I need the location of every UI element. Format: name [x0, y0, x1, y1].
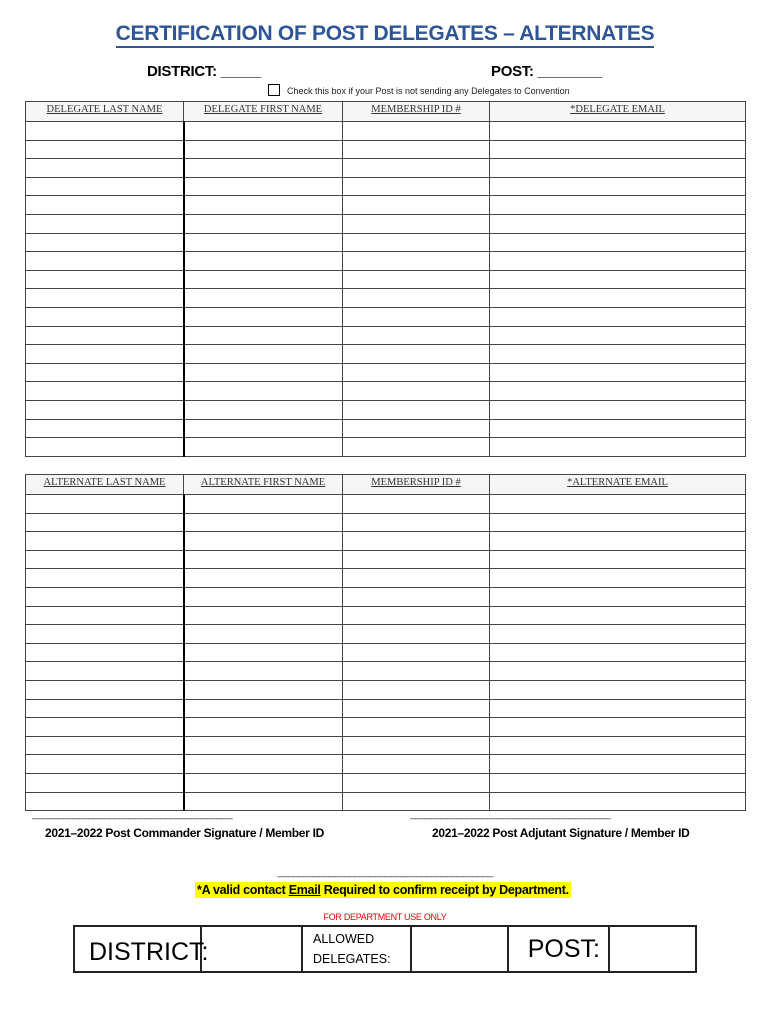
delegate-first-name-cell[interactable] — [184, 214, 343, 233]
delegate-email-cell[interactable] — [490, 214, 746, 233]
alternate-email-cell[interactable] — [490, 643, 746, 662]
alternate-email-cell[interactable] — [490, 587, 746, 606]
alternate-email-cell[interactable] — [490, 532, 746, 551]
delegate-email-cell[interactable] — [490, 140, 746, 159]
alternate-email-cell[interactable] — [490, 755, 746, 774]
column-header: *ALTERNATE EMAIL — [490, 475, 746, 495]
alternate-first-name-cell[interactable] — [184, 569, 343, 588]
delegate-membership-id-cell[interactable] — [343, 233, 490, 252]
delegate-email-cell[interactable] — [490, 233, 746, 252]
alternate-row — [26, 699, 746, 718]
delegate-email-cell[interactable] — [490, 177, 746, 196]
alternates-table — [25, 474, 746, 811]
delegate-last-name-cell[interactable] — [26, 252, 184, 271]
delegate-row — [26, 289, 746, 308]
no-delegates-checkbox-label: Check this box if your Post is not sending any Delegates to Convention — [287, 86, 570, 96]
alternate-membership-id-cell[interactable] — [343, 606, 490, 625]
delegate-email-cell[interactable] — [490, 122, 746, 141]
alternate-row — [26, 587, 746, 606]
page-title: CERTIFICATION OF POST DELEGATES – ALTERNATES — [0, 22, 770, 46]
alternate-last-name-cell[interactable] — [26, 625, 184, 644]
alternate-row — [26, 662, 746, 681]
delegate-membership-id-cell[interactable] — [343, 363, 490, 382]
delegate-last-name-cell[interactable] — [26, 196, 184, 215]
delegate-first-name-cell[interactable] — [184, 270, 343, 289]
alternate-row — [26, 643, 746, 662]
delegate-row — [26, 307, 746, 326]
delegate-membership-id-cell[interactable] — [343, 252, 490, 271]
alternate-membership-id-cell[interactable] — [343, 495, 490, 514]
alternate-last-name-cell[interactable] — [26, 773, 184, 792]
delegate-membership-id-cell[interactable] — [343, 196, 490, 215]
alternate-last-name-cell[interactable] — [26, 513, 184, 532]
alternate-last-name-cell[interactable] — [26, 736, 184, 755]
delegate-membership-id-cell[interactable] — [343, 419, 490, 438]
alternate-first-name-cell[interactable] — [184, 606, 343, 625]
alternate-last-name-cell[interactable] — [26, 699, 184, 718]
delegate-email-cell[interactable] — [490, 289, 746, 308]
alternate-last-name-cell[interactable] — [26, 587, 184, 606]
column-header: MEMBERSHIP ID # — [343, 475, 490, 495]
commander-signature-line[interactable]: _______________________________________ — [32, 808, 232, 820]
delegate-email-cell[interactable] — [490, 326, 746, 345]
delegate-membership-id-cell[interactable] — [343, 177, 490, 196]
alternate-last-name-cell[interactable] — [26, 718, 184, 737]
delegate-last-name-cell[interactable] — [26, 177, 184, 196]
alternate-row — [26, 569, 746, 588]
delegate-last-name-cell[interactable] — [26, 419, 184, 438]
delegate-row — [26, 400, 746, 419]
alternate-row — [26, 736, 746, 755]
alternate-row — [26, 755, 746, 774]
delegate-first-name-cell[interactable] — [184, 122, 343, 141]
alternate-row — [26, 625, 746, 644]
alternate-row — [26, 513, 746, 532]
delegate-email-cell[interactable] — [490, 345, 746, 364]
delegate-row — [26, 382, 746, 401]
delegate-first-name-cell[interactable] — [184, 326, 343, 345]
alternate-row — [26, 606, 746, 625]
delegate-membership-id-cell[interactable] — [343, 307, 490, 326]
delegate-row — [26, 159, 746, 178]
delegate-first-name-cell[interactable] — [184, 363, 343, 382]
delegate-last-name-cell[interactable] — [26, 214, 184, 233]
delegate-row — [26, 363, 746, 382]
delegate-membership-id-cell[interactable] — [343, 400, 490, 419]
alternate-last-name-cell[interactable] — [26, 680, 184, 699]
alternate-email-cell[interactable] — [490, 680, 746, 699]
delegate-last-name-cell[interactable] — [26, 159, 184, 178]
alternate-last-name-cell[interactable] — [26, 643, 184, 662]
department-district-label: DISTRICT: — [74, 926, 201, 972]
alternate-email-cell[interactable] — [490, 606, 746, 625]
delegate-last-name-cell[interactable] — [26, 326, 184, 345]
adjutant-signature-label: 2021–2022 Post Adjutant Signature / Member ID — [432, 826, 690, 840]
alternate-email-cell[interactable] — [490, 699, 746, 718]
department-post-value[interactable] — [609, 926, 696, 972]
delegate-row — [26, 214, 746, 233]
alternate-last-name-cell[interactable] — [26, 755, 184, 774]
alternate-first-name-cell[interactable] — [184, 550, 343, 569]
delegate-last-name-cell[interactable] — [26, 400, 184, 419]
alternate-membership-id-cell[interactable] — [343, 699, 490, 718]
delegate-last-name-cell[interactable] — [26, 382, 184, 401]
column-header: DELEGATE FIRST NAME — [184, 102, 343, 122]
delegate-first-name-cell[interactable] — [184, 307, 343, 326]
delegate-email-cell[interactable] — [490, 252, 746, 271]
alternate-first-name-cell[interactable] — [184, 532, 343, 551]
alternate-email-cell[interactable] — [490, 718, 746, 737]
delegate-row — [26, 252, 746, 271]
alternate-membership-id-cell[interactable] — [343, 773, 490, 792]
alternate-membership-id-cell[interactable] — [343, 569, 490, 588]
alternate-first-name-cell[interactable] — [184, 755, 343, 774]
delegate-row — [26, 233, 746, 252]
delegate-last-name-cell[interactable] — [26, 122, 184, 141]
delegate-email-cell[interactable] — [490, 400, 746, 419]
delegate-membership-id-cell[interactable] — [343, 140, 490, 159]
delegate-first-name-cell[interactable] — [184, 196, 343, 215]
alternate-first-name-cell[interactable] — [184, 773, 343, 792]
department-post-label: POST: — [508, 926, 609, 972]
email-required-note: *A valid contact Email Required to confirm receipt by Department. — [197, 883, 569, 897]
alternate-email-cell[interactable] — [490, 625, 746, 644]
alternate-membership-id-cell[interactable] — [343, 643, 490, 662]
column-header: DELEGATE LAST NAME — [26, 102, 184, 122]
delegate-membership-id-cell[interactable] — [343, 326, 490, 345]
delegate-email-cell[interactable] — [490, 419, 746, 438]
alternate-row — [26, 680, 746, 699]
alternate-first-name-cell[interactable] — [184, 587, 343, 606]
delegate-row — [26, 438, 746, 457]
alternate-last-name-cell[interactable] — [26, 532, 184, 551]
alternate-email-cell[interactable] — [490, 495, 746, 514]
alternate-row — [26, 718, 746, 737]
delegate-first-name-cell[interactable] — [184, 382, 343, 401]
delegates-table — [25, 101, 746, 457]
delegate-row — [26, 270, 746, 289]
delegate-row — [26, 140, 746, 159]
delegate-row — [26, 419, 746, 438]
alternate-email-cell[interactable] — [490, 513, 746, 532]
alternate-row — [26, 550, 746, 569]
district-field-label: DISTRICT: _____ — [147, 63, 261, 80]
alternate-membership-id-cell[interactable] — [343, 736, 490, 755]
delegate-email-cell[interactable] — [490, 196, 746, 215]
alternate-membership-id-cell[interactable] — [343, 625, 490, 644]
column-header: *DELEGATE EMAIL — [490, 102, 746, 122]
delegate-first-name-cell[interactable] — [184, 400, 343, 419]
alternate-membership-id-cell[interactable] — [343, 718, 490, 737]
commander-signature-label: 2021–2022 Post Commander Signature / Member ID — [45, 826, 324, 840]
alternate-membership-id-cell[interactable] — [343, 755, 490, 774]
alternate-membership-id-cell[interactable] — [343, 680, 490, 699]
alternate-first-name-cell[interactable] — [184, 495, 343, 514]
alternate-membership-id-cell[interactable] — [343, 587, 490, 606]
alternate-membership-id-cell[interactable] — [343, 662, 490, 681]
alternate-first-name-cell[interactable] — [184, 718, 343, 737]
department-district-value[interactable] — [201, 926, 302, 972]
alternate-first-name-cell[interactable] — [184, 513, 343, 532]
delegate-first-name-cell[interactable] — [184, 159, 343, 178]
delegate-first-name-cell[interactable] — [184, 140, 343, 159]
department-allowed-delegates-label — [302, 926, 411, 972]
delegate-email-cell[interactable] — [490, 438, 746, 457]
delegate-membership-id-cell[interactable] — [343, 214, 490, 233]
delegate-first-name-cell[interactable] — [184, 289, 343, 308]
delegate-email-cell[interactable] — [490, 382, 746, 401]
alternate-row — [26, 495, 746, 514]
delegate-last-name-cell[interactable] — [26, 363, 184, 382]
delegate-row — [26, 177, 746, 196]
alternate-membership-id-cell[interactable] — [343, 513, 490, 532]
delegate-first-name-cell[interactable] — [184, 252, 343, 271]
delegate-last-name-cell[interactable] — [26, 307, 184, 326]
column-header: ALTERNATE FIRST NAME — [184, 475, 343, 495]
post-field-label: POST: ________ — [491, 63, 602, 80]
delegate-last-name-cell[interactable] — [26, 345, 184, 364]
delegate-membership-id-cell[interactable] — [343, 122, 490, 141]
delegate-last-name-cell[interactable] — [26, 289, 184, 308]
allowed-line: ALLOWED — [313, 932, 375, 946]
department-use-table — [73, 925, 697, 973]
alternate-email-cell[interactable] — [490, 550, 746, 569]
delegate-row — [26, 196, 746, 215]
delegate-email-cell[interactable] — [490, 363, 746, 382]
delegate-last-name-cell[interactable] — [26, 140, 184, 159]
delegate-membership-id-cell[interactable] — [343, 438, 490, 457]
delegate-row — [26, 326, 746, 345]
column-header: ALTERNATE LAST NAME — [26, 475, 184, 495]
delegate-last-name-cell[interactable] — [26, 270, 184, 289]
alternate-first-name-cell[interactable] — [184, 699, 343, 718]
alternate-email-cell[interactable] — [490, 662, 746, 681]
delegate-membership-id-cell[interactable] — [343, 289, 490, 308]
alternate-first-name-cell[interactable] — [184, 736, 343, 755]
delegate-email-cell[interactable] — [490, 270, 746, 289]
delegates-line: DELEGATES: — [313, 952, 391, 966]
adjutant-signature-line[interactable]: _______________________________________ — [410, 808, 610, 820]
alternate-membership-id-cell[interactable] — [343, 532, 490, 551]
email-line[interactable]: __________________________________________ — [277, 866, 493, 878]
alternate-row — [26, 773, 746, 792]
alternate-last-name-cell[interactable] — [26, 662, 184, 681]
delegate-email-cell[interactable] — [490, 307, 746, 326]
alternate-first-name-cell[interactable] — [184, 680, 343, 699]
alternate-membership-id-cell[interactable] — [343, 550, 490, 569]
delegate-first-name-cell[interactable] — [184, 419, 343, 438]
alternate-email-cell[interactable] — [490, 736, 746, 755]
alternate-first-name-cell[interactable] — [184, 643, 343, 662]
alternate-first-name-cell[interactable] — [184, 662, 343, 681]
department-allowed-delegates-value[interactable] — [411, 926, 508, 972]
department-use-heading: FOR DEPARTMENT USE ONLY — [323, 912, 447, 922]
alternate-last-name-cell[interactable] — [26, 495, 184, 514]
delegate-first-name-cell[interactable] — [184, 233, 343, 252]
delegate-first-name-cell[interactable] — [184, 345, 343, 364]
delegate-first-name-cell[interactable] — [184, 438, 343, 457]
delegate-row — [26, 345, 746, 364]
delegate-membership-id-cell[interactable] — [343, 382, 490, 401]
delegate-first-name-cell[interactable] — [184, 177, 343, 196]
alternate-email-cell[interactable] — [490, 773, 746, 792]
alternate-last-name-cell[interactable] — [26, 569, 184, 588]
delegate-last-name-cell[interactable] — [26, 438, 184, 457]
delegate-row — [26, 122, 746, 141]
alternate-last-name-cell[interactable] — [26, 550, 184, 569]
alternate-email-cell[interactable] — [490, 569, 746, 588]
delegate-last-name-cell[interactable] — [26, 233, 184, 252]
delegate-membership-id-cell[interactable] — [343, 345, 490, 364]
delegate-membership-id-cell[interactable] — [343, 159, 490, 178]
delegate-email-cell[interactable] — [490, 159, 746, 178]
alternate-last-name-cell[interactable] — [26, 606, 184, 625]
no-delegates-checkbox[interactable] — [268, 84, 280, 96]
alternate-row — [26, 532, 746, 551]
delegate-membership-id-cell[interactable] — [343, 270, 490, 289]
alternate-first-name-cell[interactable] — [184, 625, 343, 644]
column-header: MEMBERSHIP ID # — [343, 102, 490, 122]
